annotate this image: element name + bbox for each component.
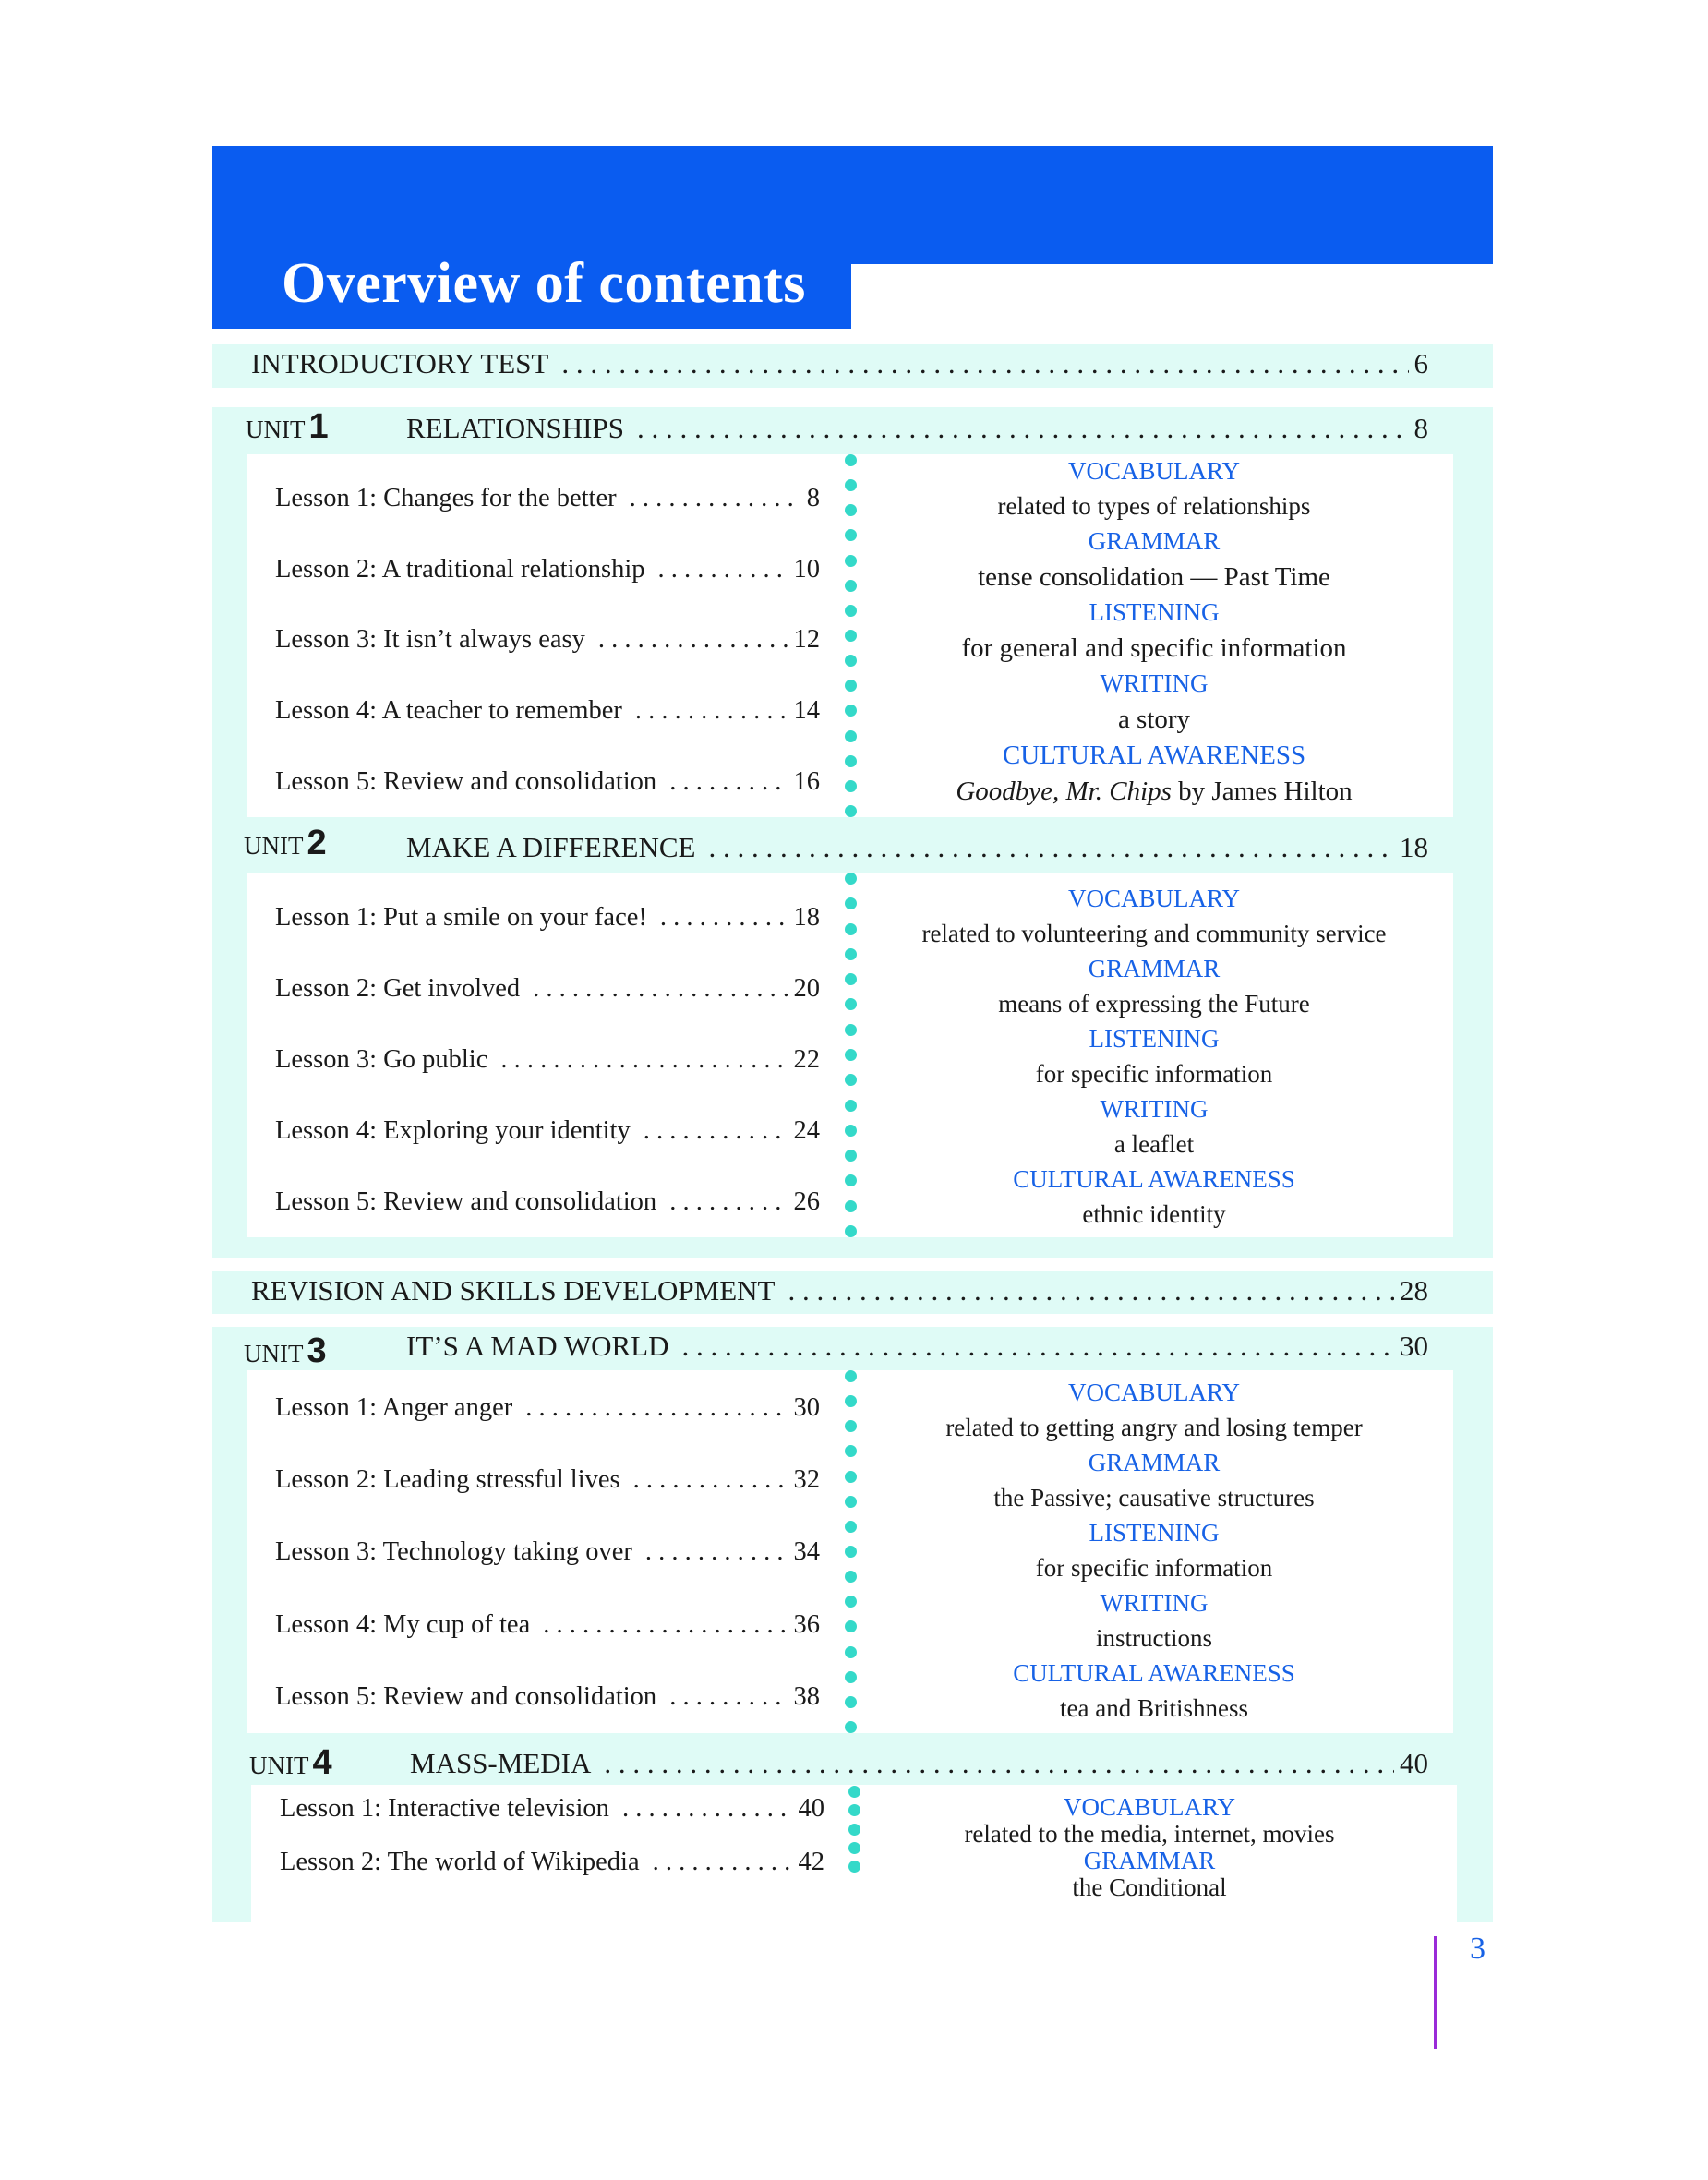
lesson-title: Lesson 3: It isn’t always easy (275, 625, 585, 655)
lesson-title: Lesson 5: Review and consolidation (275, 766, 657, 796)
lesson-page: 18 (793, 902, 820, 932)
lesson-title: Lesson 5: Review and consolidation (275, 1681, 657, 1711)
writing-desc: a leaflet (1113, 1130, 1195, 1158)
listening-heading: LISTENING (1089, 1519, 1220, 1547)
divider-dot (845, 730, 857, 742)
divider-dot (845, 580, 857, 592)
cultural-desc: ethnic identity (1082, 1200, 1226, 1228)
unit-1-tag (246, 407, 329, 447)
unit-4-header (410, 1747, 1428, 1780)
lesson-page: 24 (793, 1115, 820, 1145)
listening-desc: for general and specific information (961, 633, 1347, 663)
divider-dot (845, 1445, 857, 1457)
divider-dot (845, 1100, 857, 1112)
lesson-row (275, 1465, 820, 1495)
revision-page: 28 (1400, 1274, 1428, 1307)
divider-dot (845, 454, 857, 466)
cultural-heading: CULTURAL AWARENESS (1013, 1165, 1295, 1193)
listening-heading: LISTENING (1089, 598, 1220, 626)
divider-dot (845, 529, 857, 541)
divider-dot (845, 705, 857, 717)
leader-dots (644, 1116, 788, 1146)
unit-1-dot-divider (844, 454, 857, 817)
divider-dot (845, 1174, 857, 1186)
cultural-desc: Goodbye, Mr. Chips by James Hilton (956, 777, 1353, 806)
lesson-title: Lesson 3: Technology taking over (275, 1537, 632, 1567)
unit-number: UNIT (244, 832, 304, 860)
lesson-page: 42 (798, 1848, 824, 1876)
unit-3-name: IT’S A MAD WORLD (406, 1330, 669, 1362)
unit-number: UNIT (244, 1340, 304, 1367)
listening-desc: for specific information (1035, 1060, 1273, 1088)
divider-dot (845, 973, 857, 985)
divider-dot (845, 873, 857, 885)
lesson-title: Lesson 1: Changes for the better (275, 484, 617, 513)
divider-dot (845, 780, 857, 792)
unit-2-page: 18 (1400, 831, 1428, 863)
lesson-page: 26 (793, 1186, 820, 1216)
divider-dot (848, 1786, 860, 1798)
leader-dots (660, 903, 788, 933)
lesson-title: Lesson 1: Anger anger (275, 1393, 513, 1423)
writing-desc: a story (1117, 705, 1191, 734)
lesson-title: Lesson 1: Put a smile on your face! (275, 902, 647, 932)
unit-2-skills (886, 886, 1422, 1227)
writing-desc: instructions (1096, 1624, 1212, 1652)
grammar-heading: GRAMMAR (1088, 1449, 1221, 1476)
divider-dot (845, 897, 857, 909)
unit-4-skills (882, 1795, 1417, 1900)
divider-dot (845, 479, 857, 491)
lesson-title: Lesson 5: Review and consolidation (275, 1186, 657, 1216)
divider-dot (845, 1571, 857, 1583)
unit-number: UNIT (249, 1752, 309, 1779)
unit-3-tag (244, 1331, 327, 1371)
lesson-page: 16 (793, 766, 820, 796)
cultural-heading: CULTURAL AWARENESS (1013, 1659, 1295, 1687)
divider-dot (845, 1049, 857, 1061)
lesson-title: Lesson 4: Exploring your identity (275, 1115, 631, 1145)
lesson-row (275, 696, 820, 726)
listening-desc: for specific information (1035, 1554, 1273, 1582)
divider-dot (845, 605, 857, 617)
page-title: Overview of contents (282, 252, 806, 315)
unit-number: UNIT (246, 416, 306, 443)
page-number: 3 (1470, 1932, 1485, 1966)
unit-number: 1 (308, 407, 329, 446)
vocabulary-heading: VOCABULARY (1067, 1379, 1241, 1406)
cultural-desc: tea and Britishness (1060, 1694, 1248, 1722)
divider-dot (845, 1024, 857, 1036)
lesson-page: 14 (793, 696, 820, 726)
unit-number: 3 (307, 1331, 327, 1370)
divider-dot (845, 1471, 857, 1483)
revision-row (251, 1274, 1428, 1307)
divider-dot (845, 504, 857, 516)
leader-dots (653, 1848, 793, 1877)
divider-dot (845, 1225, 857, 1237)
unit-3-dot-divider (844, 1370, 857, 1733)
unit-2-tag (244, 824, 327, 863)
unit-2-dot-divider (844, 873, 857, 1237)
unit-2-header (406, 831, 1428, 864)
unit-2-name: MAKE A DIFFERENCE (406, 831, 696, 863)
vocabulary-desc: related to volunteering and community service (921, 920, 1387, 947)
divider-dot (845, 1721, 857, 1733)
divider-dot (845, 1696, 857, 1708)
unit-3-page: 30 (1400, 1330, 1428, 1362)
vocabulary-heading: VOCABULARY (1063, 1793, 1236, 1821)
divider-dot (845, 1395, 857, 1407)
lesson-row (275, 1610, 820, 1640)
grammar-desc: the Passive; causative structures (993, 1484, 1315, 1512)
lesson-page: 36 (793, 1609, 820, 1639)
cultural-heading: CULTURAL AWARENESS (1002, 741, 1306, 770)
intro-label: INTRODUCTORY TEST (251, 347, 549, 379)
leader-dots (598, 625, 788, 655)
divider-dot (845, 755, 857, 767)
lesson-title: Lesson 4: My cup of tea (275, 1609, 531, 1639)
lesson-page: 30 (793, 1393, 820, 1423)
leader-dots (681, 1330, 1394, 1363)
lesson-page: 12 (793, 625, 820, 655)
lesson-row (280, 1848, 824, 1877)
lesson-page: 40 (798, 1794, 824, 1823)
revision-label: REVISION AND SKILLS DEVELOPMENT (251, 1274, 776, 1307)
lesson-page: 22 (793, 1044, 820, 1074)
divider-dot (845, 655, 857, 667)
lesson-row (275, 1537, 820, 1567)
divider-dot (845, 923, 857, 935)
divider-dot (848, 1804, 860, 1816)
grammar-heading: GRAMMAR (1083, 1847, 1216, 1874)
lesson-row (280, 1794, 824, 1824)
lesson-page: 34 (793, 1537, 820, 1567)
unit-1-header (406, 412, 1428, 445)
unit-3-skills (886, 1380, 1422, 1721)
unit-1-name: RELATIONSHIPS (406, 412, 624, 444)
leader-dots (669, 1187, 788, 1217)
lesson-page: 8 (806, 484, 820, 513)
page-number-rule (1434, 1936, 1437, 2049)
leader-dots (533, 974, 788, 1004)
leader-dots (645, 1537, 788, 1567)
leader-dots (658, 555, 788, 584)
leader-dots (604, 1747, 1394, 1780)
leader-dots (622, 1794, 793, 1824)
lesson-row (275, 767, 820, 797)
writing-heading: WRITING (1100, 1095, 1209, 1123)
vocabulary-heading: VOCABULARY (1067, 885, 1241, 912)
unit-number: 2 (307, 824, 327, 862)
lesson-row (275, 625, 820, 655)
divider-dot (845, 1546, 857, 1558)
vocabulary-desc: related to getting angry and losing temper (945, 1414, 1363, 1441)
divider-dot (848, 1824, 860, 1836)
divider-dot (845, 555, 857, 567)
lesson-row (275, 1045, 820, 1075)
lesson-page: 38 (793, 1681, 820, 1711)
title-banner (212, 146, 1493, 264)
writing-heading: WRITING (1100, 669, 1209, 697)
leader-dots (633, 1465, 788, 1495)
divider-dot (845, 1521, 857, 1533)
lesson-row (275, 903, 820, 933)
vocabulary-desc: related to the media, internet, movies (964, 1820, 1335, 1848)
divider-dot (848, 1842, 860, 1854)
unit-4-name: MASS-MEDIA (410, 1747, 592, 1779)
divider-dot (848, 1861, 860, 1873)
lesson-title: Lesson 1: Interactive television (280, 1794, 609, 1823)
vocabulary-desc: related to types of relationships (997, 492, 1311, 520)
lesson-row (275, 1187, 820, 1217)
unit-3-header (406, 1330, 1428, 1363)
grammar-desc: the Conditional (1072, 1873, 1227, 1901)
divider-dot (845, 1420, 857, 1432)
divider-dot (845, 1074, 857, 1086)
grammar-heading: GRAMMAR (1088, 955, 1221, 982)
leader-dots (637, 412, 1409, 445)
leader-dots (788, 1274, 1394, 1307)
leader-dots (500, 1045, 788, 1075)
divider-dot (845, 1671, 857, 1683)
vocabulary-heading: VOCABULARY (1067, 457, 1241, 485)
divider-dot (845, 630, 857, 642)
leader-dots (669, 1682, 788, 1712)
divider-dot (845, 1125, 857, 1137)
divider-dot (845, 1596, 857, 1608)
lesson-title: Lesson 2: A traditional relationship (275, 554, 645, 584)
leader-dots (630, 484, 801, 513)
grammar-heading: GRAMMAR (1088, 527, 1221, 555)
unit-4-lessons (280, 1794, 824, 1877)
intro-page: 6 (1413, 347, 1428, 379)
unit-1-skills (886, 459, 1422, 805)
writing-heading: WRITING (1100, 1589, 1209, 1617)
lesson-title: Lesson 3: Go public (275, 1044, 488, 1074)
leader-dots (561, 347, 1408, 380)
lesson-page: 10 (793, 554, 820, 584)
lesson-title: Lesson 2: Leading stressful lives (275, 1465, 620, 1495)
unit-1-page: 8 (1413, 412, 1428, 444)
lesson-page: 20 (793, 973, 820, 1003)
lesson-row (275, 1116, 820, 1146)
lesson-page: 32 (793, 1465, 820, 1495)
divider-dot (845, 805, 857, 817)
divider-dot (845, 680, 857, 692)
leader-dots (708, 831, 1394, 864)
lesson-row (275, 1393, 820, 1423)
divider-dot (845, 998, 857, 1010)
leader-dots (525, 1393, 788, 1423)
lesson-row (275, 974, 820, 1004)
lesson-row (275, 484, 820, 513)
unit-4-tag (249, 1743, 332, 1783)
lesson-row (275, 1682, 820, 1712)
leader-dots (669, 767, 788, 797)
lesson-title: Lesson 2: The world of Wikipedia (280, 1848, 640, 1876)
divider-dot (845, 1200, 857, 1212)
grammar-desc: tense consolidation — Past Time (978, 562, 1330, 592)
unit-4-page: 40 (1400, 1747, 1428, 1779)
divider-dot (845, 1646, 857, 1658)
divider-dot (845, 1370, 857, 1382)
unit-3-lessons (275, 1372, 820, 1733)
unit-2-lessons (275, 882, 820, 1237)
listening-heading: LISTENING (1089, 1025, 1220, 1053)
leader-dots (543, 1610, 788, 1640)
leader-dots (635, 696, 788, 726)
lesson-row (275, 555, 820, 584)
divider-dot (845, 1150, 857, 1162)
grammar-desc: means of expressing the Future (998, 990, 1310, 1018)
lesson-title: Lesson 4: A teacher to remember (275, 696, 622, 726)
divider-dot (845, 948, 857, 960)
unit-1-lessons (275, 464, 820, 817)
divider-dot (845, 1496, 857, 1508)
divider-dot (845, 1620, 857, 1632)
intro-row (251, 347, 1428, 380)
lesson-title: Lesson 2: Get involved (275, 973, 521, 1003)
unit-4-dot-divider (848, 1786, 860, 1873)
unit-number: 4 (312, 1743, 332, 1782)
